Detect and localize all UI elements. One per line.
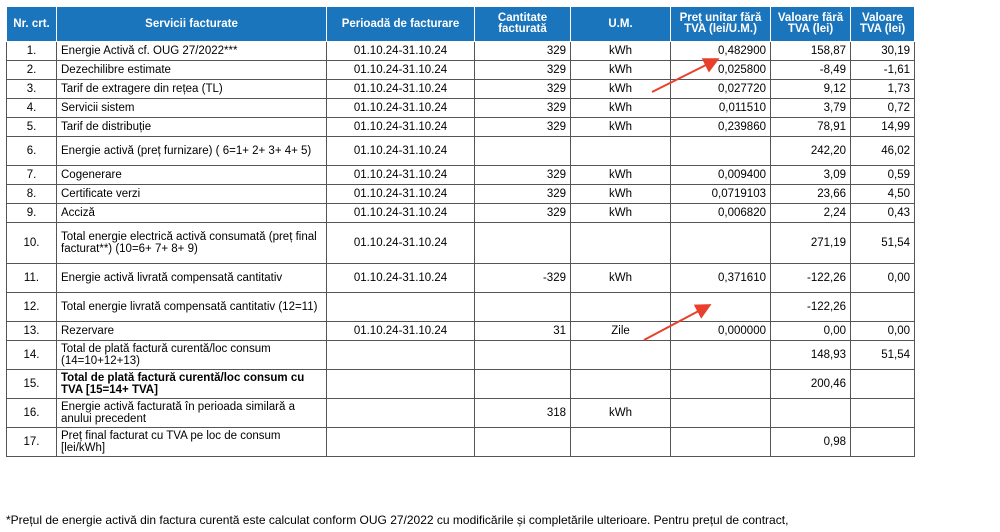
cell-value: 271,19 xyxy=(771,223,851,264)
cell-service: Servicii sistem xyxy=(57,99,327,118)
cell-value: 3,79 xyxy=(771,99,851,118)
cell-quantity: -329 xyxy=(475,264,571,293)
cell-unit: kWh xyxy=(571,118,671,137)
cell-period: 01.10.24-31.10.24 xyxy=(327,137,475,166)
header-nr: Nr. crt. xyxy=(7,7,57,42)
cell-unit-price xyxy=(671,223,771,264)
table-row xyxy=(7,399,915,428)
cell-value: 78,91 xyxy=(771,118,851,137)
cell-value: 158,87 xyxy=(771,42,851,61)
cell-quantity xyxy=(475,370,571,399)
cell-unit-price: 0,371610 xyxy=(671,264,771,293)
cell-service: Rezervare xyxy=(57,322,327,341)
cell-quantity: 31 xyxy=(475,322,571,341)
cell-quantity: 329 xyxy=(475,61,571,80)
cell-nr: 8. xyxy=(7,185,57,204)
table-body xyxy=(7,42,915,457)
table-row xyxy=(7,166,915,185)
table-row xyxy=(7,341,915,370)
table-row xyxy=(7,137,915,166)
cell-period xyxy=(327,428,475,457)
table-row xyxy=(7,322,915,341)
cell-period xyxy=(327,341,475,370)
cell-vat: 51,54 xyxy=(851,223,915,264)
header-tva: Valoare TVA (lei) xyxy=(851,7,915,42)
cell-unit-price: 0,239860 xyxy=(671,118,771,137)
table-row xyxy=(7,223,915,264)
cell-value: 148,93 xyxy=(771,341,851,370)
cell-service: Cogenerare xyxy=(57,166,327,185)
cell-unit: kWh xyxy=(571,204,671,223)
cell-quantity xyxy=(475,137,571,166)
cell-vat: 4,50 xyxy=(851,185,915,204)
cell-period: 01.10.24-31.10.24 xyxy=(327,264,475,293)
cell-vat: 1,73 xyxy=(851,80,915,99)
cell-vat xyxy=(851,293,915,322)
cell-period: 01.10.24-31.10.24 xyxy=(327,185,475,204)
header-perioada: Perioadă de facturare xyxy=(327,7,475,42)
table-row xyxy=(7,61,915,80)
cell-vat: 0,59 xyxy=(851,166,915,185)
cell-unit-price xyxy=(671,399,771,428)
cell-unit-price: 0,011510 xyxy=(671,99,771,118)
cell-period xyxy=(327,399,475,428)
cell-quantity: 329 xyxy=(475,166,571,185)
cell-unit-price xyxy=(671,370,771,399)
cell-vat: 14,99 xyxy=(851,118,915,137)
cell-unit: kWh xyxy=(571,166,671,185)
cell-service: Total de plată factură curentă/loc consum (14=10+12+13) xyxy=(57,341,327,370)
cell-nr: 2. xyxy=(7,61,57,80)
cell-quantity: 329 xyxy=(475,80,571,99)
cell-period xyxy=(327,370,475,399)
cell-vat: 0,43 xyxy=(851,204,915,223)
cell-nr: 1. xyxy=(7,42,57,61)
header-servicii: Servicii facturate xyxy=(57,7,327,42)
table-row xyxy=(7,185,915,204)
header-um: U.M. xyxy=(571,7,671,42)
header-valoare: Valoare fără TVA (lei) xyxy=(771,7,851,42)
cell-vat xyxy=(851,370,915,399)
cell-period: 01.10.24-31.10.24 xyxy=(327,99,475,118)
cell-unit: kWh xyxy=(571,399,671,428)
cell-nr: 16. xyxy=(7,399,57,428)
cell-value: 3,09 xyxy=(771,166,851,185)
cell-period: 01.10.24-31.10.24 xyxy=(327,166,475,185)
header-pret: Preț unitar fără TVA (lei/U.M.) xyxy=(671,7,771,42)
cell-value: 0,98 xyxy=(771,428,851,457)
cell-quantity xyxy=(475,293,571,322)
cell-nr: 7. xyxy=(7,166,57,185)
cell-unit-price xyxy=(671,137,771,166)
cell-unit-price: 0,482900 xyxy=(671,42,771,61)
cell-quantity: 318 xyxy=(475,399,571,428)
cell-service: Total de plată factură curentă/loc consum cu TVA [15=14+ TVA] xyxy=(57,370,327,399)
cell-nr: 3. xyxy=(7,80,57,99)
cell-nr: 9. xyxy=(7,204,57,223)
table-row xyxy=(7,204,915,223)
footnote: *Prețul de energie activă din factura curentă este calculat conform OUG 27/2022 cu modificările și completările ulterioare. Pentru prețul de contract, xyxy=(6,513,789,527)
cell-unit-price: 0,000000 xyxy=(671,322,771,341)
cell-service: Acciză xyxy=(57,204,327,223)
table-row xyxy=(7,80,915,99)
cell-unit-price: 0,025800 xyxy=(671,61,771,80)
invoice-table xyxy=(6,6,915,457)
cell-nr: 12. xyxy=(7,293,57,322)
cell-service: Tarif de distribuție xyxy=(57,118,327,137)
cell-unit: kWh xyxy=(571,42,671,61)
cell-value: -8,49 xyxy=(771,61,851,80)
cell-period: 01.10.24-31.10.24 xyxy=(327,61,475,80)
table-row xyxy=(7,293,915,322)
cell-unit-price xyxy=(671,341,771,370)
cell-service: Energie Activă cf. OUG 27/2022*** xyxy=(57,42,327,61)
cell-period: 01.10.24-31.10.24 xyxy=(327,322,475,341)
cell-vat xyxy=(851,428,915,457)
cell-quantity: 329 xyxy=(475,204,571,223)
cell-nr: 13. xyxy=(7,322,57,341)
table-header-row xyxy=(7,7,915,42)
cell-vat: 46,02 xyxy=(851,137,915,166)
cell-nr: 4. xyxy=(7,99,57,118)
cell-period: 01.10.24-31.10.24 xyxy=(327,80,475,99)
table-row xyxy=(7,370,915,399)
cell-service: Total energie electrică activă consumată (preț final facturat**) (10=6+ 7+ 8+ 9) xyxy=(57,223,327,264)
cell-period: 01.10.24-31.10.24 xyxy=(327,42,475,61)
cell-value: 242,20 xyxy=(771,137,851,166)
table-row xyxy=(7,42,915,61)
cell-unit: kWh xyxy=(571,264,671,293)
cell-quantity xyxy=(475,428,571,457)
cell-quantity xyxy=(475,341,571,370)
cell-service: Energie activă facturată în perioada similară a anului precedent xyxy=(57,399,327,428)
cell-unit xyxy=(571,223,671,264)
cell-service: Dezechilibre estimate xyxy=(57,61,327,80)
cell-period: 01.10.24-31.10.24 xyxy=(327,223,475,264)
cell-quantity: 329 xyxy=(475,118,571,137)
cell-unit-price xyxy=(671,293,771,322)
cell-unit: kWh xyxy=(571,99,671,118)
cell-unit: kWh xyxy=(571,185,671,204)
cell-value: 2,24 xyxy=(771,204,851,223)
cell-value: 9,12 xyxy=(771,80,851,99)
cell-vat: 0,00 xyxy=(851,322,915,341)
cell-value: 23,66 xyxy=(771,185,851,204)
cell-unit: Zile xyxy=(571,322,671,341)
cell-service: Energie activă (preț furnizare) ( 6=1+ 2+ 3+ 4+ 5) xyxy=(57,137,327,166)
cell-nr: 14. xyxy=(7,341,57,370)
cell-quantity: 329 xyxy=(475,185,571,204)
cell-unit xyxy=(571,293,671,322)
cell-vat: 30,19 xyxy=(851,42,915,61)
cell-service: Tarif de extragere din rețea (TL) xyxy=(57,80,327,99)
cell-quantity: 329 xyxy=(475,99,571,118)
cell-period: 01.10.24-31.10.24 xyxy=(327,204,475,223)
cell-unit-price: 0,027720 xyxy=(671,80,771,99)
cell-service: Energie activă livrată compensată cantitativ xyxy=(57,264,327,293)
table-row xyxy=(7,428,915,457)
cell-nr: 5. xyxy=(7,118,57,137)
cell-unit xyxy=(571,341,671,370)
cell-unit-price: 0,009400 xyxy=(671,166,771,185)
cell-vat xyxy=(851,399,915,428)
cell-vat: -1,61 xyxy=(851,61,915,80)
cell-unit xyxy=(571,428,671,457)
cell-service: Total energie livrată compensată cantitativ (12=11) xyxy=(57,293,327,322)
cell-service: Preț final facturat cu TVA pe loc de consum [lei/kWh] xyxy=(57,428,327,457)
table-row xyxy=(7,118,915,137)
cell-nr: 11. xyxy=(7,264,57,293)
cell-period: 01.10.24-31.10.24 xyxy=(327,118,475,137)
cell-vat: 0,00 xyxy=(851,264,915,293)
cell-nr: 10. xyxy=(7,223,57,264)
cell-unit-price xyxy=(671,428,771,457)
cell-nr: 15. xyxy=(7,370,57,399)
cell-service: Certificate verzi xyxy=(57,185,327,204)
table-row xyxy=(7,264,915,293)
cell-value: 0,00 xyxy=(771,322,851,341)
cell-unit xyxy=(571,137,671,166)
cell-unit xyxy=(571,370,671,399)
cell-unit-price: 0,0719103 xyxy=(671,185,771,204)
table-row xyxy=(7,99,915,118)
cell-unit: kWh xyxy=(571,61,671,80)
cell-quantity: 329 xyxy=(475,42,571,61)
cell-nr: 17. xyxy=(7,428,57,457)
cell-vat: 51,54 xyxy=(851,341,915,370)
cell-unit-price: 0,006820 xyxy=(671,204,771,223)
cell-quantity xyxy=(475,223,571,264)
cell-value: -122,26 xyxy=(771,293,851,322)
cell-value: 200,46 xyxy=(771,370,851,399)
cell-nr: 6. xyxy=(7,137,57,166)
cell-value: -122,26 xyxy=(771,264,851,293)
cell-unit: kWh xyxy=(571,80,671,99)
header-cantitate: Cantitate facturată xyxy=(475,7,571,42)
cell-period xyxy=(327,293,475,322)
cell-vat: 0,72 xyxy=(851,99,915,118)
cell-value xyxy=(771,399,851,428)
